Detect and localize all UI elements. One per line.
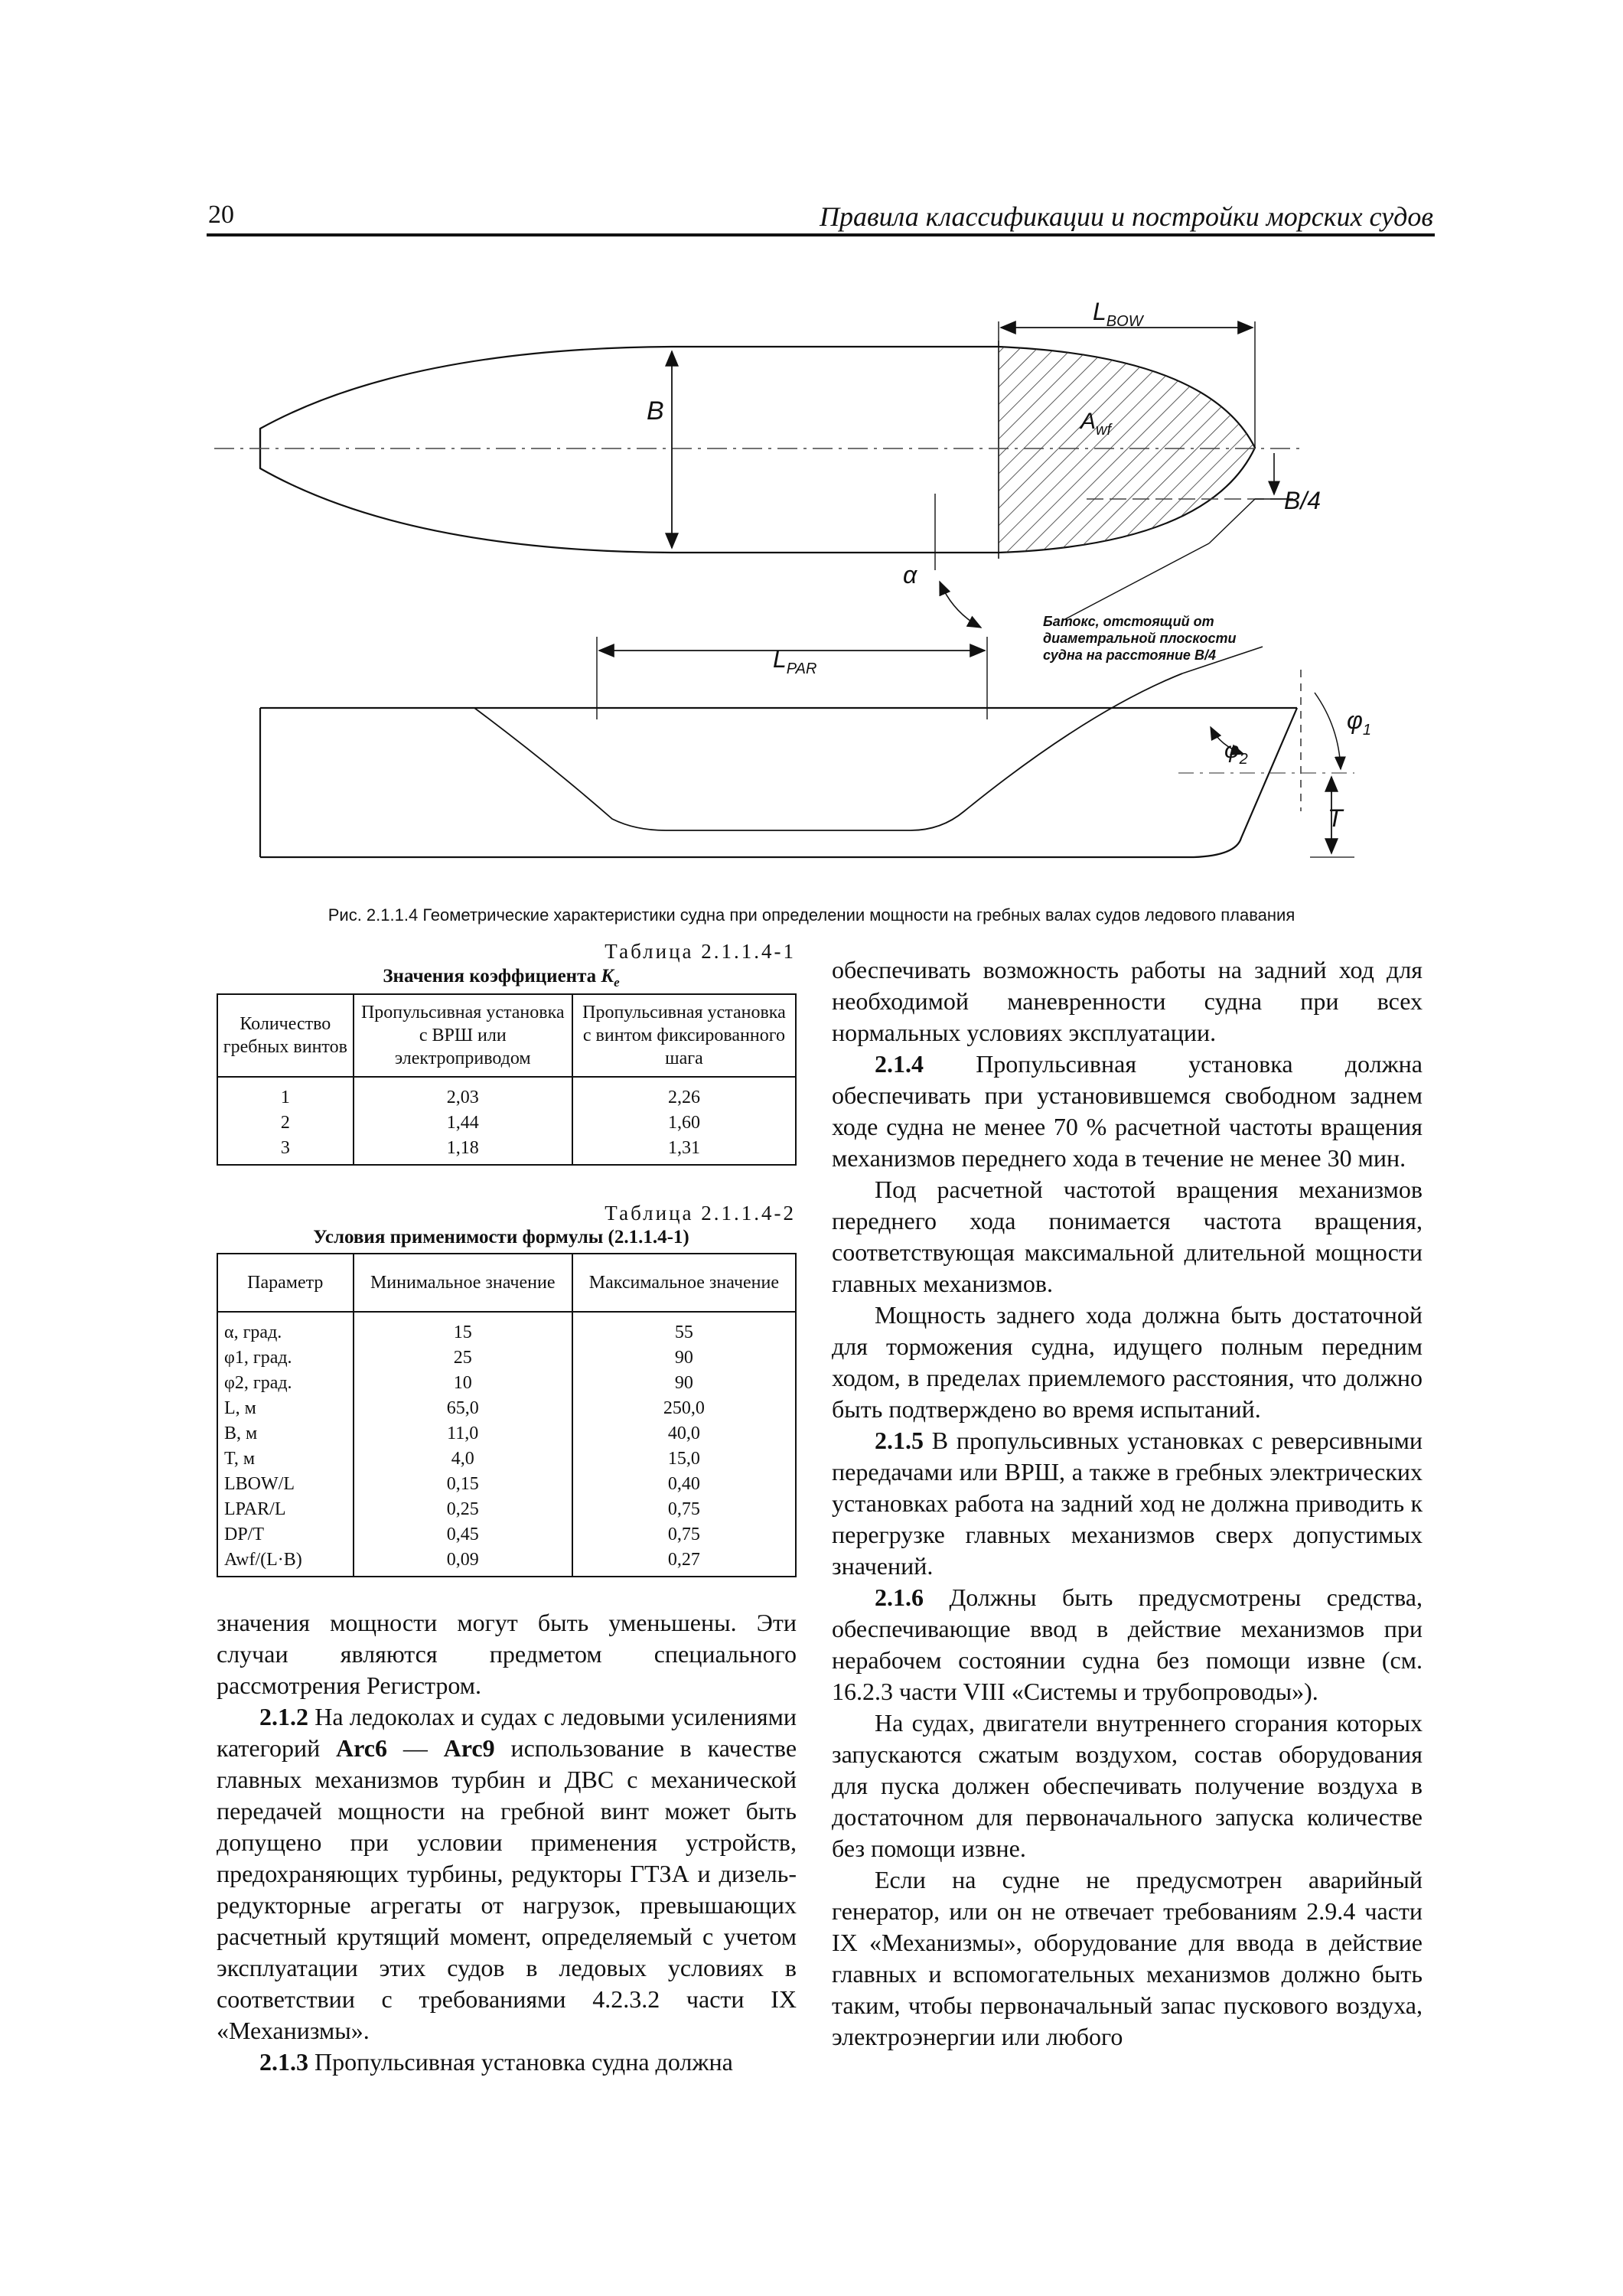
table1-header: Пропульсивная установка с винтом фиксированного шага: [572, 994, 796, 1077]
label-a-wf: $A_{wf}$: [1080, 409, 1112, 439]
paragraph: На судах, двигатели внутреннего сгорания которых запускаются сжатым воздухом, состав оборудования для пуска должен обеспечивать получение воздуха в достаточном для первоначального запуска количестве без помощи извне.: [832, 1709, 1423, 1862]
label-t: T: [1328, 804, 1343, 832]
note-line-1: Батокс, отстоящий от: [1043, 614, 1214, 629]
paragraph: Если на судне не предусмотрен аварийный генератор, или он не отвечает требованиям 2.9.4 части IX «Механизмы», оборудование для ввода в действие главных и вспомогательных механизмов должно быть таким, чтобы первоначальный запас пускового воздуха, электроэнергии или любого: [832, 1866, 1423, 2050]
table2-number: Таблица 2.1.1.4-2: [605, 1202, 796, 1225]
running-title: Правила классификации и постройки морских судов: [820, 201, 1433, 232]
table-row: T, м 4,0 15,0: [217, 1446, 796, 1472]
table1-header: Количество гребных винтов: [217, 994, 354, 1077]
table1-number: Таблица 2.1.1.4-1: [605, 940, 796, 963]
paragraph: Мощность заднего хода должна быть достаточной для торможения судна, идущего полным передним ходом, в пределах приемлемого расстояния, что должно быть подтверждено во время испытаний.: [832, 1301, 1423, 1423]
table-row: L, м 65,0 250,0: [217, 1396, 796, 1421]
table2-title: Условия применимости формулы (2.1.1.4-1): [313, 1227, 689, 1247]
table-row: LBOW/L 0,15 0,40: [217, 1472, 796, 1497]
label-phi2: $\varphi_2$: [1224, 738, 1248, 768]
paragraph: значения мощности могут быть уменьшены. Эти случаи являются предметом специального рассмотрения Регистром.: [217, 1609, 797, 1699]
table2-header: Минимальное значение: [354, 1254, 572, 1312]
page-number: 20: [208, 201, 234, 229]
left-column-text: [217, 1607, 797, 2078]
paragraph-2-1-3: 2.1.3 Пропульсивная установка судна должна: [259, 2048, 733, 2076]
note-line-2: диаметральной плоскости: [1043, 631, 1237, 646]
table1-title: Значения коэффициента $K_e$: [383, 966, 620, 990]
label-b: B: [647, 396, 664, 426]
bow-waterplane-area: [999, 347, 1255, 553]
label-l-par: $L_{PAR}$: [773, 645, 817, 677]
ship-geometry-figure: [0, 0, 1623, 903]
label-phi1: $\varphi_1$: [1347, 706, 1371, 739]
paragraph-2-1-2: 2.1.2 На ледоколах и судах с ледовыми усилениями категорий Arc6 — Arc9 использование в качестве главных механизмов турбин и ДВС с механической передачей мощности на гребной винт может быть допущено при условии применения устройств, предохраняющих турбины, редукторы ГТЗА и дизель-редукторные агрегаты от нагрузок, превышающих расчетный крутящий момент, определяемый с учетом эксплуатации этих судов в ледовых условиях в соответствии с требованиями 4.2.3.2 части IX «Механизмы».: [217, 1703, 797, 2044]
label-l-bow: $L_{BOW}$: [1093, 298, 1143, 330]
table-row: 2 1,44 1,60: [217, 1110, 796, 1136]
table1-header: Пропульсивная установка с ВРШ или электроприводом: [354, 994, 572, 1077]
paragraph-2-1-6: 2.1.6 Должны быть предусмотрены средства, обеспечивающие ввод в действие механизмов при нерабочем состоянии судна без помощи извне (см. 16.2.3 части VIII «Системы и трубопроводы»).: [832, 1583, 1423, 1705]
paragraph: обеспечивать возможность работы на задний ход для необходимой маневренности судна при всех нормальных условиях эксплуатации.: [832, 956, 1423, 1046]
table2-header: Параметр: [217, 1254, 354, 1312]
table2: [217, 1253, 797, 1577]
table2-header: Максимальное значение: [572, 1254, 796, 1312]
label-alpha: α: [903, 561, 917, 589]
paragraph: Под расчетной частотой вращения механизмов переднего хода понимается частота вращения, соответствующая максимальной длительной мощности главных механизмов.: [832, 1176, 1423, 1297]
note-line-3: судна на расстояние B/4: [1043, 647, 1216, 663]
note-leader: [1209, 499, 1255, 543]
profile-view: [260, 708, 1297, 857]
paragraph-2-1-4: 2.1.4 Пропульсивная установка должна обеспечивать при установившемся свободном заднем ходе судна не менее 70 % расчетной частоты вращения механизмов переднего хода в течение не менее 30 мин.: [832, 1050, 1423, 1172]
table-row: DP/T 0,45 0,75: [217, 1522, 796, 1548]
table-row: LPAR/L 0,25 0,75: [217, 1497, 796, 1522]
figure-caption: Рис. 2.1.1.4 Геометрические характеристики судна при определении мощности на гребных валах судов ледового плавания: [328, 905, 1295, 925]
table-row: α, град. 15 55: [217, 1312, 796, 1345]
paragraph-2-1-5: 2.1.5 В пропульсивных установках с реверсивными передачами или ВРШ, а также в гребных электрических установках работа на задний ход не должна приводить к перегрузке главных механизмов сверх допустимых значений.: [832, 1427, 1423, 1580]
table-row: φ2, град. 10 90: [217, 1371, 796, 1396]
table-row: φ1, град. 25 90: [217, 1345, 796, 1371]
buttock-curve: [474, 673, 1182, 830]
table-row: 3 1,18 1,31: [217, 1136, 796, 1165]
alpha-angle-arc: [940, 582, 981, 628]
label-b4: B/4: [1284, 487, 1322, 514]
table-row: B, м 11,0 40,0: [217, 1421, 796, 1446]
table1: [217, 993, 797, 1166]
table-row: Awf/(L·B) 0,09 0,27: [217, 1548, 796, 1577]
phi1-angle-arc: [1315, 693, 1341, 769]
table-row: 1 2,03 2,26: [217, 1077, 796, 1110]
right-column-text: [832, 954, 1423, 2053]
